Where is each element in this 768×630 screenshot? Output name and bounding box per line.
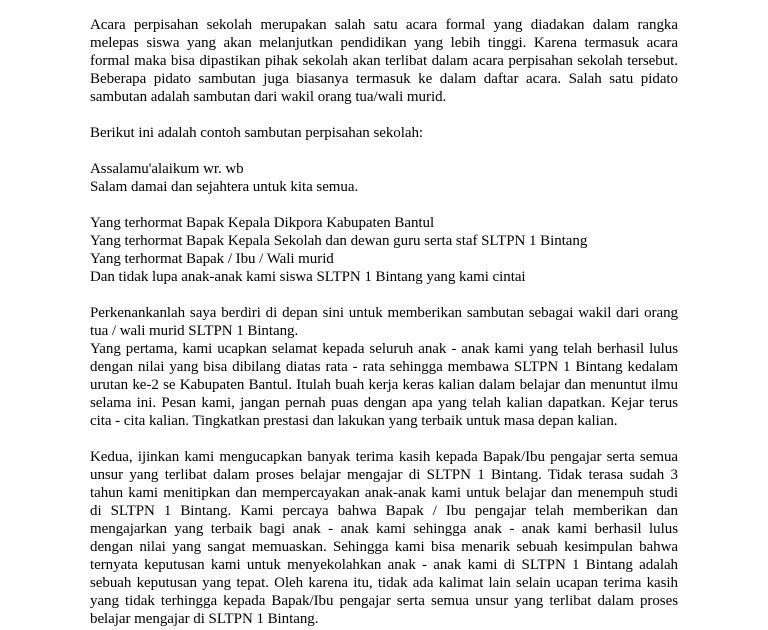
text-line: Dan tidak lupa anak-anak kami siswa SLTPN 1 Bintang yang kami cintai bbox=[90, 269, 526, 285]
text-line: sambutan adalah sambutan dari wakil orang tua/wali murid. bbox=[90, 89, 447, 105]
text-line: yang tidak terhingga kepada Bapak/Ibu pengajar serta semua unsur yang terlibat dalam proses bbox=[90, 593, 678, 609]
text-line: Yang terhormat Bapak Kepala Dikpora Kabupaten Bantul bbox=[90, 215, 435, 231]
text-line: Perkenankanlah saya berdiri di depan sini untuk memberikan sambutan sebagai wakil dari orang bbox=[90, 305, 678, 321]
text-line: urutan ke-2 se Kabupaten Bantul. Itulah buah kerja keras kalian dalam belajar dan menuntut ilmu bbox=[90, 377, 678, 393]
text-line: dengan nilai yang sangat memuaskan. Sehingga kami bisa menarik sebuah kesimpulan bahwa bbox=[90, 539, 678, 555]
text-line: cita - cita kalian. Tingkatkan prestasi dan lakukan yang terbaik untuk masa depan kalian. bbox=[90, 413, 618, 429]
paragraph-first-message bbox=[90, 304, 678, 430]
text-line: mengajarkan yang terbaik bagi anak - anak kami sehingga anak - anak kami berhasil lulus bbox=[90, 521, 678, 537]
text-line: dengan nilai yang bisa dibilang diatas rata - rata sehingga membawa SLTPN 1 Bintang kedalam bbox=[90, 359, 678, 375]
text-line: selama ini. Pesan kami, jangan pernah puas dengan apa yang telah kalian dapatkan. Kejar terus bbox=[90, 395, 678, 411]
text-line: Yang pertama, kami ucapkan selamat kepada seluruh anak - anak kami yang telah berhasil lulus bbox=[90, 341, 678, 357]
text-line: Beberapa pidato sambutan juga biasanya termasuk ke dalam daftar acara. Salah satu pidato bbox=[90, 71, 678, 87]
paragraph-intro bbox=[90, 16, 678, 106]
text-line: tua / wali murid SLTPN 1 Bintang. bbox=[90, 323, 299, 339]
text-line: Yang terhormat Bapak Kepala Sekolah dan dewan guru serta staf SLTPN 1 Bintang bbox=[90, 233, 588, 249]
text-line: Acara perpisahan sekolah merupakan salah satu acara formal yang diadakan dalam rangka bbox=[90, 17, 678, 33]
text-line: melepas siswa yang akan melanjutkan pendidikan yang lebih tinggi. Karena termasuk acara bbox=[90, 35, 678, 51]
text-line: Berikut ini adalah contoh sambutan perpisahan sekolah: bbox=[90, 125, 424, 141]
text-line: sebuah keputusan yang tepat. Oleh karena itu, tidak ada kalimat lain selain ucapan terima kasih bbox=[90, 575, 678, 591]
text-line: Salam damai dan sejahtera untuk kita semua. bbox=[90, 179, 359, 195]
paragraph-second-message bbox=[90, 448, 678, 628]
text-line: Kedua, ijinkan kami mengucapkan banyak terima kasih kepada Bapak/Ibu pengajar serta semua bbox=[90, 449, 678, 465]
paragraph-honorifics bbox=[90, 214, 678, 286]
paragraph-leadin bbox=[90, 124, 678, 142]
text-line: Assalamu'alaikum wr. wb bbox=[90, 161, 244, 177]
text-line: Yang terhormat Bapak / Ibu / Wali murid bbox=[90, 251, 334, 267]
text-line: unsur yang terlibat dalam proses belajar mengajar di SLTPN 1 Bintang. Tidak terasa sudah 3 bbox=[90, 467, 678, 483]
text-line: tahun kami menitipkan dan mempercayakan anak-anak kami untuk belajar dan menempuh studi bbox=[90, 485, 678, 501]
text-line: ternyata keputusan kami untuk menyekolahkan anak - anak kami di SLTPN 1 Bintang adalah bbox=[90, 557, 678, 573]
text-line: belajar mengajar di SLTPN 1 Bintang. bbox=[90, 611, 319, 627]
text-line: formal maka bisa dipastikan pihak sekolah akan terlibat dalam acara perpisahan sekolah tersebut. bbox=[90, 53, 678, 69]
paragraph-greeting bbox=[90, 160, 678, 196]
text-line: di SLTPN 1 Bintang. Kami percaya bahwa Bapak / Ibu pengajar telah memberikan dan bbox=[90, 503, 678, 519]
